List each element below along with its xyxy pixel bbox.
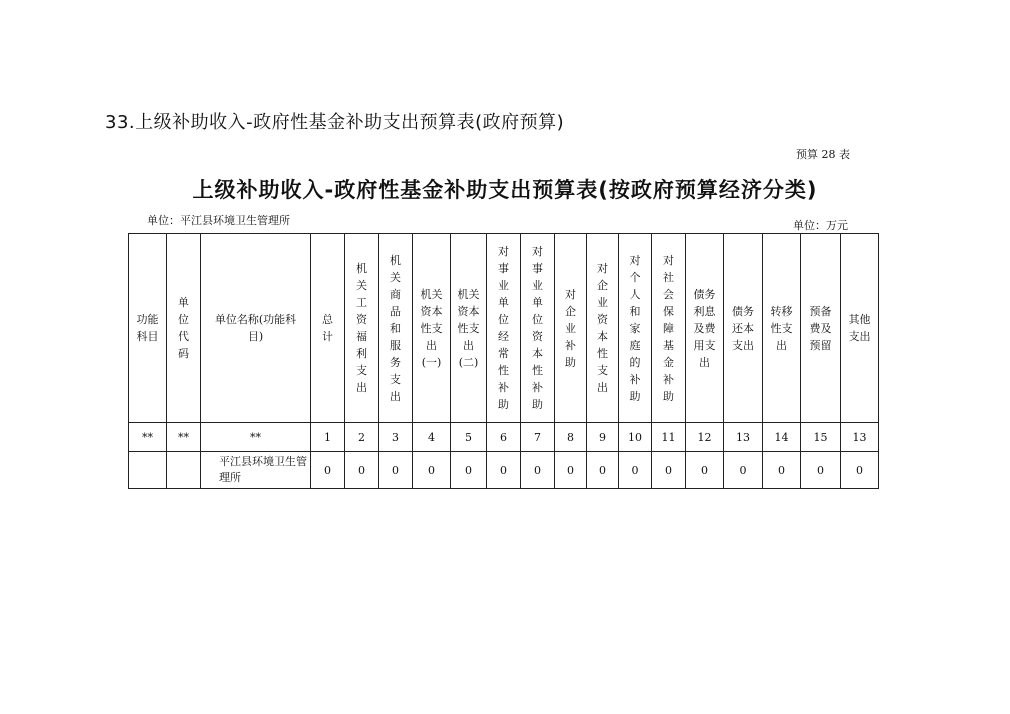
header-label: 对事业单位资本性补助 (532, 245, 543, 411)
data-cell: 0 (652, 452, 686, 489)
header-label: 债务还本支出 (732, 304, 754, 352)
data-cell: 0 (311, 452, 345, 489)
index-cell: 6 (487, 423, 521, 452)
header-label: 预备费及预留 (809, 304, 832, 352)
index-cell: 9 (587, 423, 619, 452)
unit-name-cell: 平江县环境卫生管理所 (201, 452, 311, 489)
header-label: 机关商品和服务支出 (390, 253, 401, 403)
data-cell: 0 (686, 452, 724, 489)
header-cell (201, 234, 311, 423)
header-cell (724, 234, 763, 423)
unit-organization: 单位：平江县环境卫生管理所 (147, 214, 290, 227)
data-cell: 0 (487, 452, 521, 489)
header-label: 功能科目 (136, 313, 159, 343)
table-number: 预算 28 表 (796, 148, 850, 161)
data-cell: 0 (345, 452, 379, 489)
index-cell: 13 (841, 423, 879, 452)
header-cell (487, 234, 521, 423)
index-cell: 1 (311, 423, 345, 452)
header-cell (587, 234, 619, 423)
index-cell: 12 (686, 423, 724, 452)
budget-table (128, 233, 879, 489)
index-cell: ** (167, 423, 201, 452)
header-cell (451, 234, 487, 423)
header-label: 机关资本性支出(一) (420, 287, 443, 369)
header-cell (763, 234, 801, 423)
data-cell: 0 (587, 452, 619, 489)
header-cell (311, 234, 345, 423)
header-label: 对企业补助 (565, 287, 576, 369)
index-cell: 7 (521, 423, 555, 452)
data-cell: 0 (801, 452, 841, 489)
index-cell: 13 (724, 423, 763, 452)
header-label: 单位名称(功能科目) (214, 313, 297, 343)
header-cell (652, 234, 686, 423)
header-cell (801, 234, 841, 423)
header-cell (129, 234, 167, 423)
header-cell (619, 234, 652, 423)
index-cell: 8 (555, 423, 587, 452)
data-cell: 0 (724, 452, 763, 489)
header-label: 对社会保障基金补助 (663, 253, 674, 403)
index-cell: 11 (652, 423, 686, 452)
index-cell: ** (201, 423, 311, 452)
header-row (129, 234, 879, 423)
header-cell (841, 234, 879, 423)
header-cell (413, 234, 451, 423)
header-label: 债务利息及费用支出 (693, 287, 716, 369)
table-row (129, 452, 879, 489)
header-label: 对个人和家庭的补助 (629, 253, 641, 403)
header-label: 对事业单位经常性补助 (498, 245, 509, 411)
data-cell (167, 452, 201, 489)
index-cell: ** (129, 423, 167, 452)
header-label: 其他支出 (848, 313, 871, 343)
header-label: 单位代码 (178, 296, 189, 360)
index-cell: 5 (451, 423, 487, 452)
header-cell (686, 234, 724, 423)
index-cell: 10 (619, 423, 652, 452)
data-cell: 0 (619, 452, 652, 489)
header-label: 机关工资福利支出 (356, 262, 367, 394)
index-cell: 15 (801, 423, 841, 452)
data-cell: 0 (521, 452, 555, 489)
page-title: 上级补助收入-政府性基金补助支出预算表(按政府预算经济分类) (192, 178, 818, 202)
data-cell: 0 (763, 452, 801, 489)
unit-currency: 单位：万元 (793, 219, 848, 232)
data-cell: 0 (379, 452, 413, 489)
data-cell: 0 (451, 452, 487, 489)
index-cell: 2 (345, 423, 379, 452)
data-cell: 0 (841, 452, 879, 489)
header-label: 对企业资本性支出 (597, 262, 608, 394)
header-cell (521, 234, 555, 423)
header-cell (555, 234, 587, 423)
index-row (129, 423, 879, 452)
header-label: 转移性支出 (770, 304, 793, 352)
index-cell: 14 (763, 423, 801, 452)
header-cell (345, 234, 379, 423)
data-cell (129, 452, 167, 489)
section-heading: 33.上级补助收入-政府性基金补助支出预算表(政府预算) (105, 112, 565, 133)
header-cell (167, 234, 201, 423)
index-cell: 4 (413, 423, 451, 452)
index-cell: 3 (379, 423, 413, 452)
header-label: 机关资本性支出(二) (457, 287, 480, 369)
header-label: 总计 (322, 313, 333, 343)
data-cell: 0 (555, 452, 587, 489)
data-cell: 0 (413, 452, 451, 489)
header-cell (379, 234, 413, 423)
